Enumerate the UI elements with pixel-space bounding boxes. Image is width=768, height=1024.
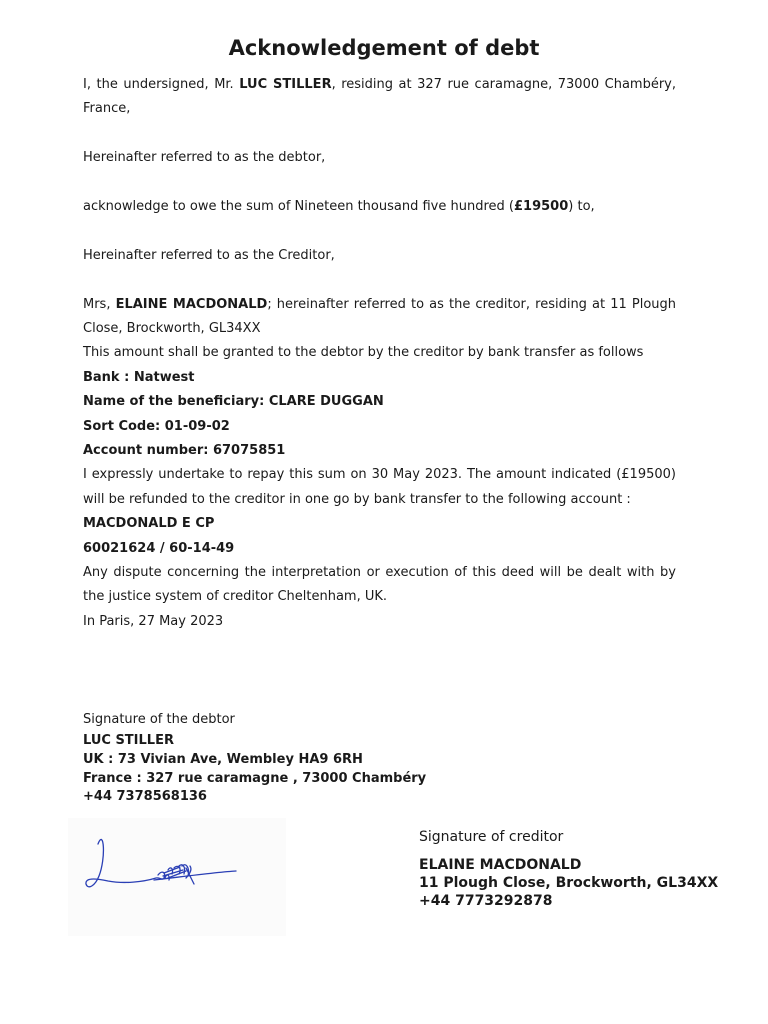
creditor-phone: +44 7773292878 [419,893,553,909]
document-title: Acknowledgement of debt [228,36,540,60]
account-number: Account number: 67075851 [83,443,286,459]
debtor-uk-address: UK : 73 Vivian Ave, Wembley HA9 6RH [83,752,363,767]
repay-paragraph: I expressly undertake to repay this sum on 30 May 2023. The amount indicated (£19500) will be refunded to the creditor in one go by bank transfer to the following account : [83,467,676,507]
owe-paragraph [83,195,676,219]
grant-paragraph: This amount shall be granted to the debtor by the creditor by bank transfer as follows [83,345,644,361]
repay-account-numbers: 60021624 / 60-14-49 [83,540,235,556]
repay-account-name: MACDONALD E CP [83,516,215,532]
creditor-signature-block [419,826,749,910]
bank-name: Bank : Natwest [83,369,195,385]
debt-amount: £19500 [513,199,569,214]
intro-text-before: I, the undersigned, Mr. [83,77,240,92]
signature-scribble [68,818,286,936]
dispute-paragraph: Any dispute concerning the interpretation or execution of this deed will be dealt with by the justice system of creditor Cheltenham, UK. [83,565,676,605]
creditor-paragraph [83,293,676,342]
debtor-name: LUC STILLER [239,77,332,92]
place-date: In Paris, 27 May 2023 [83,613,224,629]
sort-code: Sort Code: 01-09-02 [83,418,230,434]
owe-text-before: acknowledge to owe the sum of Nineteen thousand five hundred ( [83,199,514,214]
creditor-reference: Hereinafter referred to as the Creditor, [83,247,335,263]
debtor-france-address: France : 327 rue caramagne , 73000 Chambéry [83,770,427,786]
creditor-text-before: Mrs, [83,296,116,312]
creditor-address: 11 Plough Close, Brockworth, GL34XX [419,875,719,891]
creditor-name: ELAINE MACDONALD [115,296,268,312]
beneficiary-name: Name of the beneficiary: CLARE DUGGAN [83,394,384,410]
creditor-signature-label: Signature of creditor [419,829,564,845]
creditor-text-after: ; hereinafter referred to as the creditor, residing at 11 Plough Close, Brockworth, GL34XX [83,296,676,336]
debtor-signature-label: Signature of the debtor [83,712,235,727]
owe-text-after: ) to, [568,199,595,214]
debtor-signature-block [83,708,503,807]
handwritten-signature [68,818,286,936]
intro-text-after: , residing at 327 rue caramagne, 73000 Chambéry, France, [83,77,676,117]
document-body [83,73,676,634]
debtor-phone: +44 7378568136 [83,789,207,805]
debtor-reference: Hereinafter referred to as the debtor, [83,150,326,166]
intro-paragraph [83,73,676,122]
debtor-signature-name: LUC STILLER [83,733,174,749]
creditor-signature-name: ELAINE MACDONALD [419,857,582,873]
